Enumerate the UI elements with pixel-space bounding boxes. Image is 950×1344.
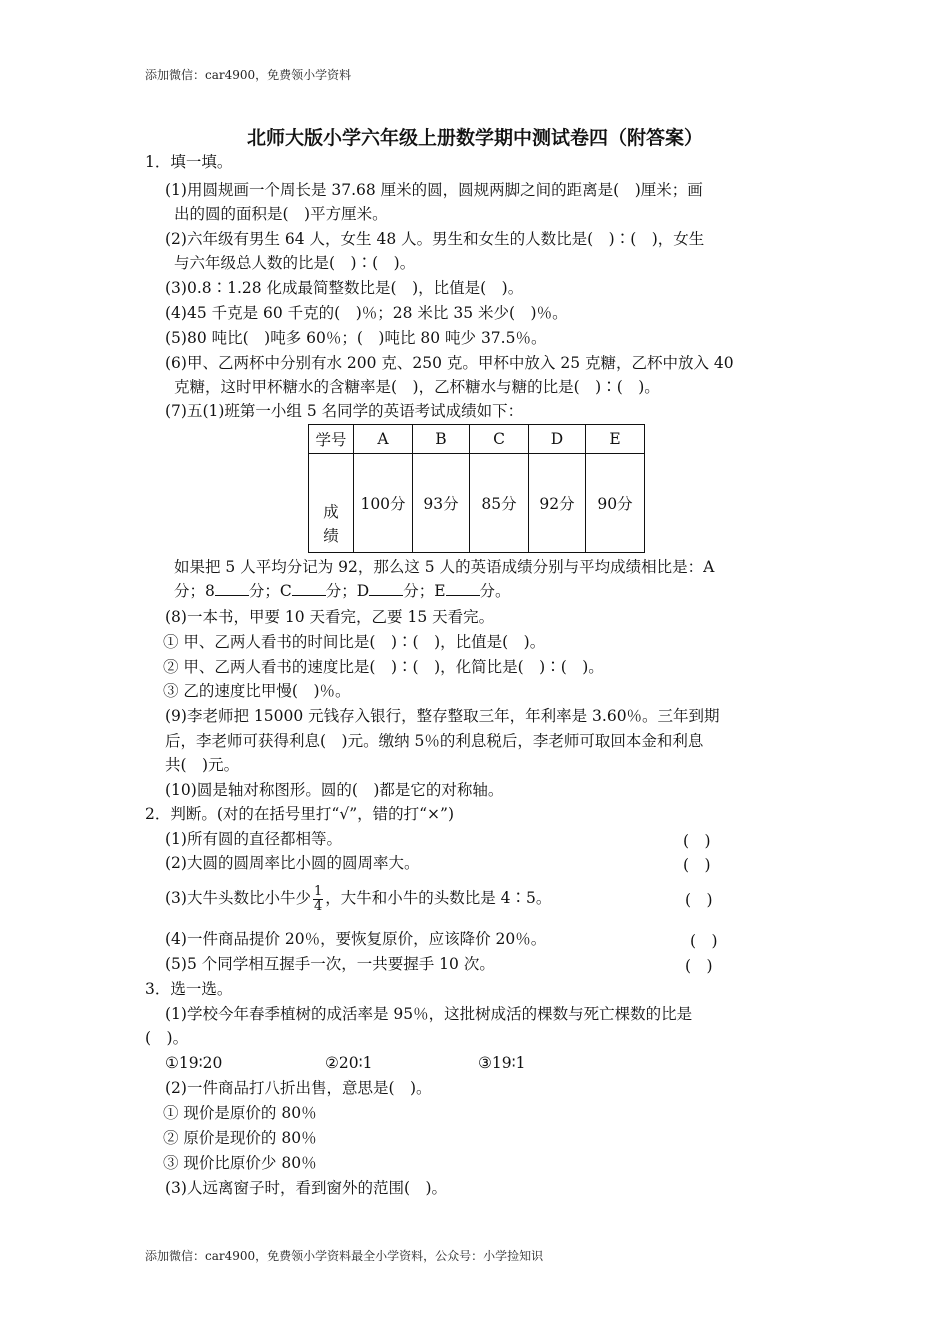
fraction — [313, 885, 323, 914]
s2-q4: (4)一件商品提价 20％，要恢复原价，应该降价 20％。 — [165, 930, 547, 948]
s1-q8-1: ① 甲、乙两人看书的时间比是( )∶( )，比值是( )。 — [163, 633, 546, 651]
table-score-label-cell — [309, 454, 354, 553]
score-label-char: 绩 — [323, 527, 339, 545]
s2-q5: (5)5 个同学相互握手一次，一共要握手 10 次。 — [165, 955, 495, 973]
s3-q1-option2[interactable]: ②20∶1 — [325, 1054, 373, 1072]
s1-q9-line2: 后，李老师可获得利息( )元。缴纳 5％的利息税后，李老师可取回本金和利息 — [165, 732, 704, 750]
s2-q1: (1)所有圆的直径都相等。 — [165, 830, 342, 848]
score-label — [309, 454, 353, 548]
table-cell-student: C — [470, 425, 529, 454]
text-segment: ，大牛和小牛的头数比是 4∶5。 — [325, 889, 552, 907]
answer-blank[interactable] — [369, 581, 403, 596]
table-cell-student: B — [413, 425, 470, 454]
s2-q3 — [165, 880, 551, 916]
page-title: 北师大版小学六年级上册数学期中测试卷四（附答案） — [246, 127, 703, 149]
s1-q4: (4)45 千克是 60 千克的( )％；28 米比 35 米少( )％。 — [165, 304, 568, 322]
s1-q6-line2: 克糖，这时甲杯糖水的含糖率是( )，乙杯糖水与糖的比是( )∶( )。 — [174, 378, 660, 396]
table-cell-score: 100分 — [354, 454, 413, 553]
s3-q2-option3[interactable]: ③ 现价比原价少 80％ — [163, 1154, 317, 1172]
s1-q8-3: ③ 乙的速度比甲慢( )％。 — [163, 682, 351, 700]
s3-q2-option2[interactable]: ② 原价是现价的 80％ — [163, 1129, 317, 1147]
s3-q2: (2)一件商品打八折出售，意思是( )。 — [165, 1079, 432, 1097]
judge-paren[interactable]: ( ) — [683, 856, 711, 874]
section1-heading: 1．填一填。 — [145, 153, 233, 171]
s1-q6-line1: (6)甲、乙两杯中分别有水 200 克、250 克。甲杯中放入 25 克糖，乙杯中放入 40 — [165, 354, 734, 372]
fraction-numerator: 1 — [313, 883, 323, 899]
judge-paren[interactable]: ( ) — [683, 832, 711, 850]
answer-blank[interactable] — [446, 581, 480, 596]
s1-q10: (10)圆是轴对称图形。圆的( )都是它的对称轴。 — [165, 781, 504, 799]
header-note: 添加微信：car4900，免费领小学资料 — [145, 68, 352, 82]
s1-q7b-line2 — [174, 581, 511, 601]
text-segment: (3)大牛头数比小牛少 — [165, 889, 311, 907]
table-cell-score: 92分 — [529, 454, 586, 553]
text-segment: 分；8 — [174, 582, 215, 600]
judge-paren[interactable]: ( ) — [690, 932, 718, 950]
fraction-denominator: 4 — [313, 898, 323, 914]
text-segment: 分。 — [479, 582, 511, 600]
footer-note: 添加微信：car4900，免费领小学资料最全小学资料，公众号：小学捡知识 — [145, 1249, 544, 1263]
s1-q2-line1: (2)六年级有男生 64 人，女生 48 人。男生和女生的人数比是( )∶( )，女生 — [165, 230, 705, 248]
table-cell-student: D — [529, 425, 586, 454]
text-segment: 分；E — [403, 582, 446, 600]
table-row — [309, 425, 645, 454]
score-label-char: 成 — [323, 503, 339, 521]
table-header-label: 学号 — [309, 425, 354, 454]
section3-heading: 3．选一选。 — [145, 980, 233, 998]
section2-heading: 2．判断。(对的在括号里打“√”，错的打“×”) — [145, 805, 455, 823]
judge-paren[interactable]: ( ) — [685, 891, 713, 909]
s1-q7b-line1: 如果把 5 人平均分记为 92，那么这 5 人的英语成绩分别与平均成绩相比是：A — [174, 558, 715, 576]
s3-q3: (3)人远离窗子时，看到窗外的范围( )。 — [165, 1179, 448, 1197]
text-segment: 分；D — [325, 582, 370, 600]
s1-q8-2: ② 甲、乙两人看书的速度比是( )∶( )，化简比是( )∶( )。 — [163, 658, 604, 676]
s1-q1-line2: 出的圆的面积是( )平方厘米。 — [174, 205, 388, 223]
table-row — [309, 454, 645, 553]
answer-blank[interactable] — [215, 581, 249, 596]
s3-q1-line1: (1)学校今年春季植树的成活率是 95％，这批树成活的棵数与死亡棵数的比是 — [165, 1005, 693, 1023]
text-segment: 分；C — [248, 582, 292, 600]
s3-q2-option1[interactable]: ① 现价是原价的 80％ — [163, 1104, 317, 1122]
s3-q1-option1[interactable]: ①19∶20 — [165, 1054, 223, 1072]
s1-q7: (7)五(1)班第一小组 5 名同学的英语考试成绩如下： — [165, 402, 524, 420]
score-table — [308, 424, 645, 553]
s1-q3: (3)0.8∶1.28 化成最简整数比是( )，比值是( )。 — [165, 279, 524, 297]
s1-q8: (8)一本书，甲要 10 天看完，乙要 15 天看完。 — [165, 608, 495, 626]
table-cell-score: 90分 — [586, 454, 645, 553]
s2-q2: (2)大圆的圆周率比小圆的圆周率大。 — [165, 854, 420, 872]
table-cell-student: E — [586, 425, 645, 454]
table-cell-score: 85分 — [470, 454, 529, 553]
table-cell-student: A — [354, 425, 413, 454]
s1-q5: (5)80 吨比( )吨多 60％；( )吨比 80 吨少 37.5％。 — [165, 329, 547, 347]
table-cell-score: 93分 — [413, 454, 470, 553]
s1-q9-line1: (9)李老师把 15000 元钱存入银行，整存整取三年，年利率是 3.60％。三年到期 — [165, 707, 720, 725]
judge-paren[interactable]: ( ) — [685, 957, 713, 975]
s1-q9-line3: 共( )元。 — [165, 756, 240, 774]
s1-q1-line1: (1)用圆规画一个周长是 37.68 厘米的圆，圆规两脚之间的距离是( )厘米；画 — [165, 181, 703, 199]
s1-q2-line2: 与六年级总人数的比是( )∶( )。 — [174, 254, 416, 272]
s3-q1-line2: ( )。 — [145, 1029, 189, 1047]
s3-q1-option3[interactable]: ③19∶1 — [478, 1054, 526, 1072]
answer-blank[interactable] — [292, 581, 326, 596]
